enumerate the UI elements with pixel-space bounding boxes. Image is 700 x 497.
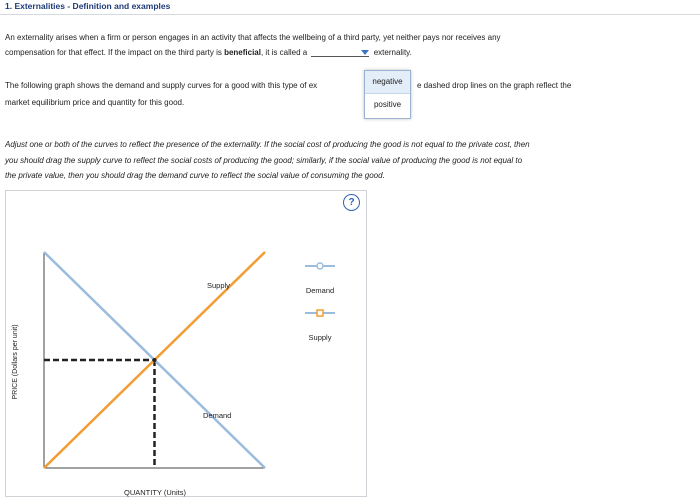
legend-supply-label: Supply [308, 333, 332, 342]
help-icon[interactable]: ? [343, 194, 360, 211]
x-axis-label: QUANTITY (Units) [124, 488, 186, 497]
instructions-line-1: Adjust one or both of the curves to reflect the presence of the externality. If the social cost of producing the good is not equal to the private cost, then [5, 140, 530, 149]
intro-text-suffix: externality. [373, 48, 412, 57]
supply-curve-label: Supply [207, 281, 230, 290]
demand-curve-label: Demand [203, 411, 232, 420]
page-title: 1. Externalities - Definition and examples [5, 1, 171, 11]
option-positive[interactable]: positive [373, 100, 402, 109]
legend-demand-handle[interactable] [317, 263, 323, 269]
option-negative[interactable]: negative [365, 71, 410, 94]
legend-supply-handle[interactable] [317, 310, 323, 316]
graph-intro-line-1a: The following graph shows the demand and supply curves for a good with this type of ex [5, 81, 318, 90]
intro-line-1: An externality arises when a firm or person engages in an activity that affects the wellbeing of a third party, yet neither pays nor receives any [5, 33, 501, 42]
intro-text-bold: beneficial [224, 48, 261, 57]
intro-text-prefix: compensation for that effect. If the impact on the third party is [5, 48, 225, 57]
instructions-line-3: the private value, then you should drag the demand curve to reflect the social value of consuming the good. [5, 171, 385, 180]
graph-intro-line-2: market equilibrium price and quantity for this good. [5, 98, 185, 107]
intro-text-mid: , it is called a [260, 48, 308, 57]
legend-demand-label: Demand [305, 286, 335, 295]
graph-intro-line-1b: e dashed drop lines on the graph reflect the [417, 81, 572, 90]
y-axis-label: PRICE (Dollars per unit) [12, 324, 19, 400]
equilibrium-point [153, 358, 157, 362]
instructions-line-2: you should drag the supply curve to reflect the social costs of producing the good; similarly, if the social value of producing the good is not equal to [5, 155, 523, 165]
